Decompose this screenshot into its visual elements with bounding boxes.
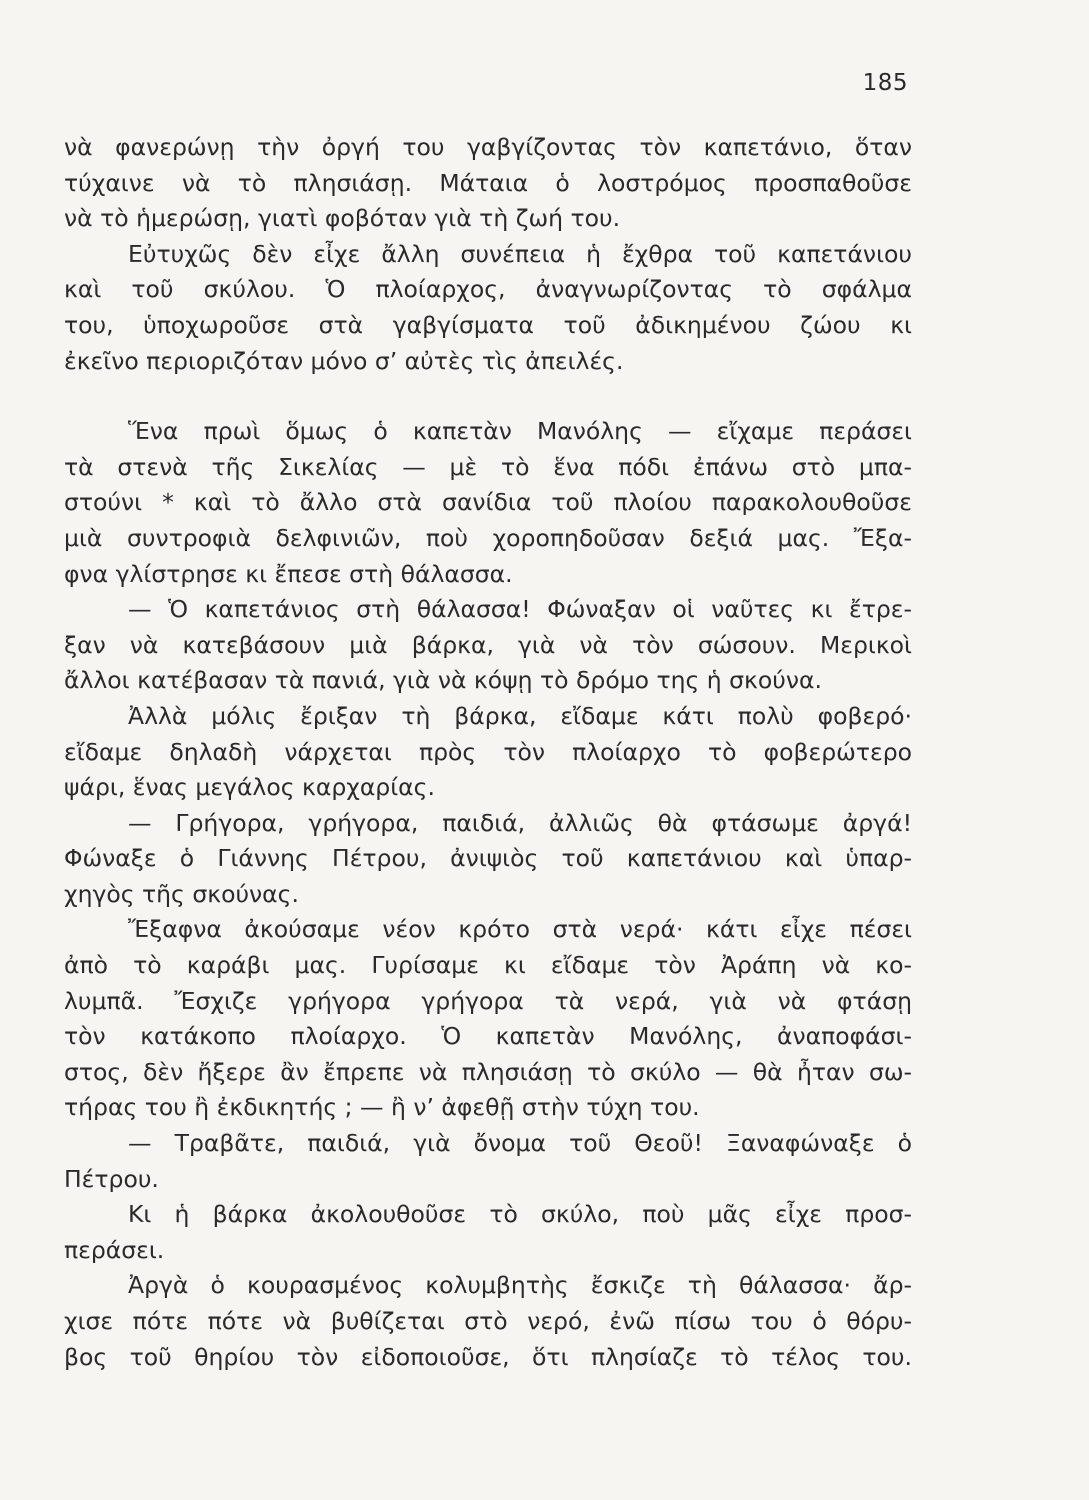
text-line: ἄλλοι κατέβασαν τὰ πανιά, γιὰ νὰ κόψῃ τὸ δρόμο της ἡ σκούνα. <box>64 666 822 695</box>
text-line: τὰ στενὰ τῆς Σικελίας — μὲ τὸ ἕνα πόδι ἐπάνω στὸ μπα- <box>64 452 912 481</box>
text-line: εἴδαμε δηλαδὴ νάρχεται πρὸς τὸν πλοίαρχο τὸ φοβερώτερο <box>64 737 912 766</box>
text-line: τὸν κατάκοπο πλοίαρχο. Ὁ καπετὰν Μανόλης, ἀναποφάσι- <box>64 1022 912 1051</box>
text-line: βος τοῦ θηρίου τὸν εἰδοποιοῦσε, ὅτι πλησίαζε τὸ τέλος του. <box>64 1342 912 1371</box>
text-line: Φώναξε ὁ Γιάννης Πέτρου, ἀνιψιὸς τοῦ καπετάνιου καὶ ὑπαρ- <box>64 844 912 873</box>
text-line: στος, δὲν ἤξερε ἂν ἔπρεπε νὰ πλησιάσῃ τὸ σκύλο — θὰ ἦταν σω- <box>64 1057 912 1086</box>
text-line: ψάρι, ἕνας μεγάλος καρχαρίας. <box>64 773 435 802</box>
text-line: νὰ τὸ ἡμερώσῃ, γιατὶ φοβόταν γιὰ τὴ ζωή του. <box>64 204 621 233</box>
text-line: καὶ τοῦ σκύλου. Ὁ πλοίαρχος, ἀναγνωρίζοντας τὸ σφάλμα <box>64 275 912 304</box>
text-line: ἐκεῖνο περιοριζόταν μόνο σ’ αὐτὲς τὶς ἀπειλές. <box>64 346 624 375</box>
text-line: στούνι * καὶ τὸ ἄλλο στὰ σανίδια τοῦ πλοίου παρακολουθοῦσε <box>64 488 912 517</box>
text-line: Ἔξαφνα ἀκούσαμε νέον κρότο στὰ νερά· κάτι εἶχε πέσει <box>128 915 912 944</box>
text-line: Πέτρου. <box>64 1164 159 1193</box>
text-line: τύχαινε νὰ τὸ πλησιάσῃ. Μάταια ὁ λοστρόμος προσπαθοῦσε <box>64 168 912 197</box>
page-number: 185 <box>862 70 908 96</box>
text-line: — Ὁ καπετάνιος στὴ θάλασσα! Φώναξαν οἱ ναῦτες κι ἔτρε- <box>128 595 912 624</box>
text-line: του, ὑποχωροῦσε στὰ γαβγίσματα τοῦ ἀδικημένου ζώου κι <box>64 310 912 339</box>
body-text <box>64 130 912 1375</box>
section-break <box>64 379 912 414</box>
text-line: Κι ἡ βάρκα ἀκολουθοῦσε τὸ σκύλο, ποὺ μᾶς εἶχε προσ- <box>128 1200 912 1229</box>
text-line: — Γρήγορα, γρήγορα, παιδιά, ἀλλιῶς θὰ φτάσωμε ἀργά! <box>128 808 912 837</box>
text-line: Ἕνα πρωὶ ὅμως ὁ καπετὰν Μανόλης — εἴχαμε περάσει <box>128 417 912 446</box>
text-line: Ἀργὰ ὁ κουρασμένος κολυμβητὴς ἔσκιζε τὴ θάλασσα· ἄρ- <box>128 1271 912 1300</box>
text-line: ἀπὸ τὸ καράβι μας. Γυρίσαμε κι εἴδαμε τὸν Ἀράπη νὰ κο- <box>64 951 912 980</box>
text-line: ξαν νὰ κατεβάσουν μιὰ βάρκα, γιὰ νὰ τὸν σώσουν. Μερικοὶ <box>64 630 912 659</box>
text-line: λυμπᾶ. Ἔσχιζε γρήγορα γρήγορα τὰ νερά, γιὰ νὰ φτάσῃ <box>64 986 912 1015</box>
text-line: νὰ φανερώνῃ τὴν ὀργή του γαβγίζοντας τὸν καπετάνιο, ὅταν <box>64 133 912 161</box>
text-line: μιὰ συντροφιὰ δελφινιῶν, ποὺ χοροπηδοῦσαν δεξιά μας. Ἔξα- <box>64 523 912 552</box>
text-line: Ἀλλὰ μόλις ἔριξαν τὴ βάρκα, εἴδαμε κάτι πολὺ φοβερό· <box>128 701 912 730</box>
text-line: — Τραβᾶτε, παιδιά, γιὰ ὄνομα τοῦ Θεοῦ! Ξαναφώναξε ὁ <box>128 1129 912 1158</box>
text-line: Εὐτυχῶς δὲν εἶχε ἄλλη συνέπεια ἡ ἔχθρα τοῦ καπετάνιου <box>128 239 912 268</box>
text-line: τήρας του ἢ ἐκδικητής ; — ἢ ν’ ἀφεθῇ στὴν τύχη του. <box>64 1093 700 1122</box>
text-line: χηγὸς τῆς σκούνας. <box>64 879 299 908</box>
text-line: φνα γλίστρησε κι ἔπεσε στὴ θάλασσα. <box>64 559 513 588</box>
text-line: χισε πότε πότε νὰ βυθίζεται στὸ νερό, ἐνῶ πίσω του ὁ θόρυ- <box>64 1307 912 1335</box>
text-line: περάσει. <box>64 1235 165 1264</box>
